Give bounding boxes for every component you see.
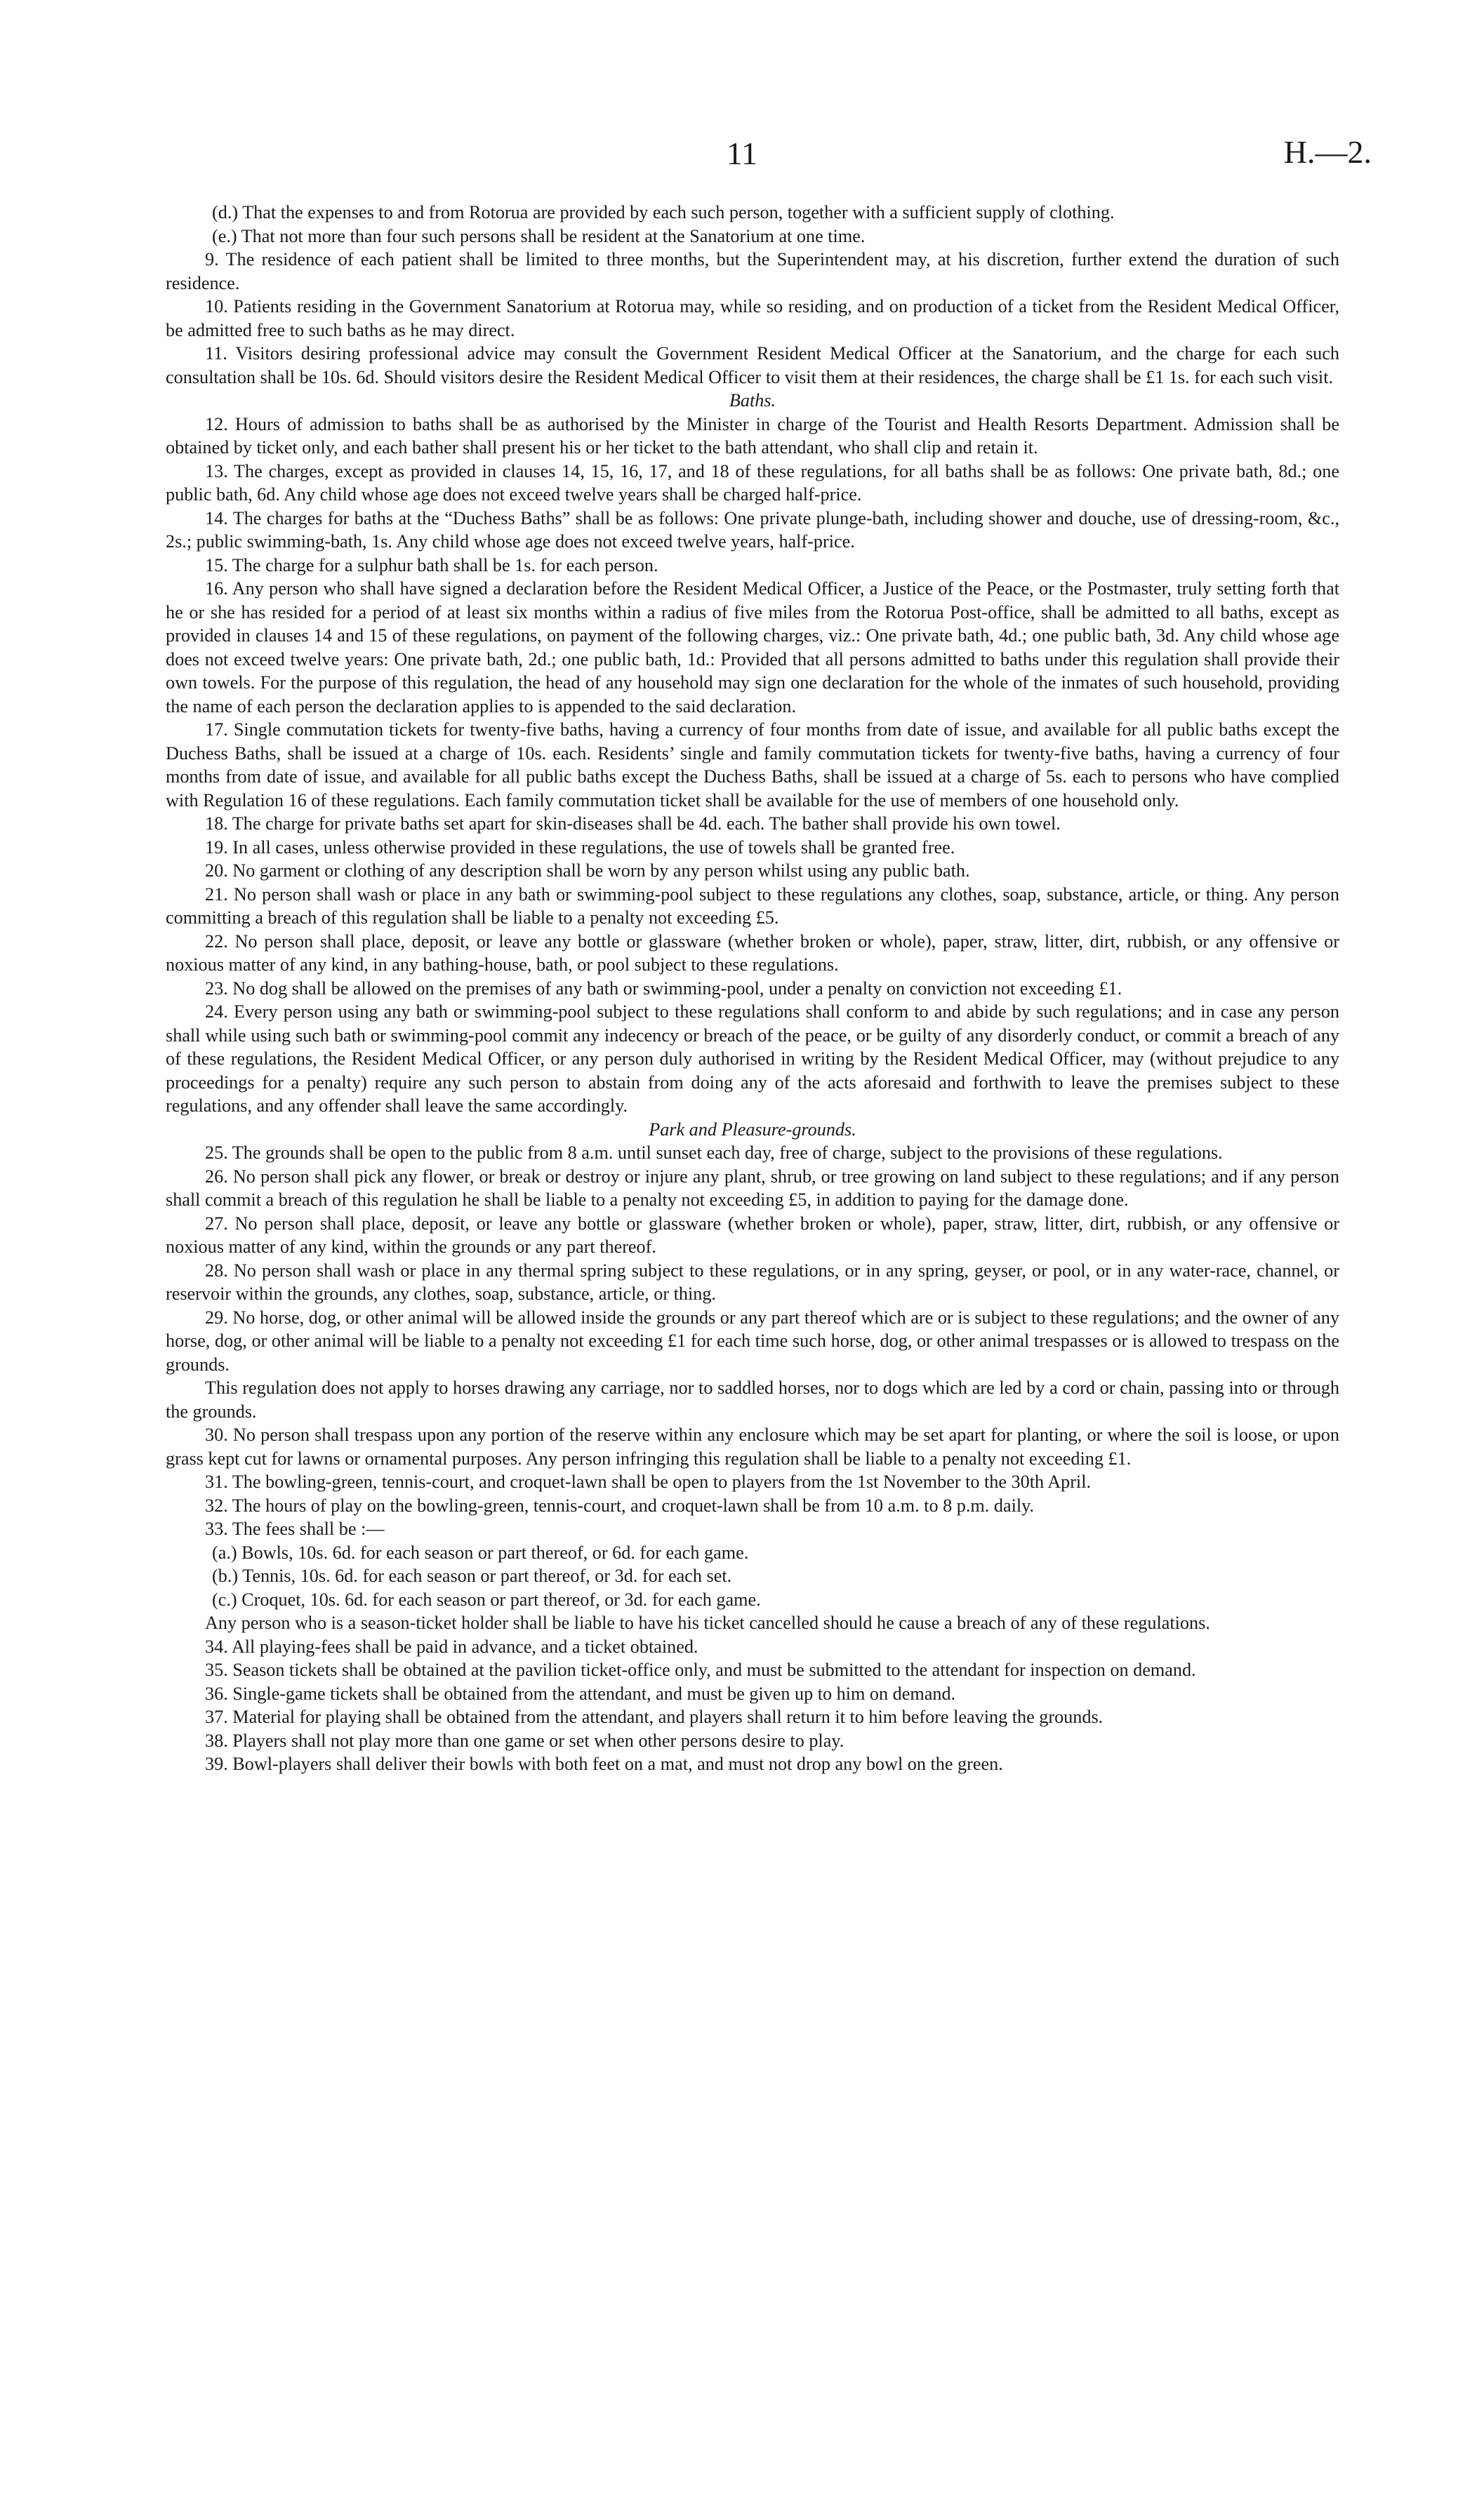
regulation-10: 10. Patients residing in the Government Sanatorium at Rotorua may, while so residing, and on production of a ticket from the Resident Medical Officer, be admitted free to such baths as he may direct. [166, 296, 1339, 340]
section-heading-park: Park and Pleasure-grounds. [649, 1119, 856, 1140]
regulation-25: 25. The grounds shall be open to the public from 8 a.m. until sunset each day, free of charge, subject to the provisions of these regulations. [205, 1142, 1223, 1163]
regulation-29-note: This regulation does not apply to horses drawing any carriage, nor to saddled horses, nor to dogs which are led by a cord or chain, passing into or through the grounds. [166, 1378, 1339, 1422]
regulation-19: 19. In all cases, unless otherwise provided in these regulations, the use of towels shall be granted free. [205, 836, 955, 858]
regulations-body [166, 201, 1339, 1776]
regulation-32: 32. The hours of play on the bowling-green, tennis-court, and croquet-lawn shall be from 10 a.m. to 8 p.m. daily. [205, 1495, 1035, 1516]
regulation-16: 16. Any person who shall have signed a declaration before the Resident Medical Officer, a Justice of the Peace, or the Postmaster, truly setting forth that he or she has resided for a period of at least six months within a radius of five miles from the Rotorua Post-office, shall be admitted to all baths, except as provided in clauses 14 and 15 of these regulations, on payment of the following charges, viz.: One private bath, 4d.; one public bath, 3d. Any child whose age does not exceed twelve years: One private bath, 2d.; one public bath, 1d.: Provided that all persons admitted to baths under this regulation shall provide their own towels. For the purpose of this regulation, the head of any household may sign one declaration for the whole of the inmates of such household, providing the name of each person the declaration applies to is appended to the said declaration. [166, 578, 1339, 716]
clause-e: (e.) That not more than four such persons shall be resident at the Sanatorium at one time. [212, 225, 866, 246]
fee-bowls: (a.) Bowls, 10s. 6d. for each season or part thereof, or 6d. for each game. [212, 1542, 749, 1563]
regulation-24: 24. Every person using any bath or swimming-pool subject to these regulations shall conform to and abide by such regulations; and in case any person shall while using such bath or swimming-pool commit any indecency or breach of the peace, or be guilty of any disorderly conduct, or commit a breach of any of these regulations, the Resident Medical Officer, or any person duly authorised in writing by the Resident Medical Officer, may (without prejudice to any proceedings for a penalty) require any such person to abstain from doing any of the acts aforesaid and forthwith to leave the premises subject to these regulations, and any offender shall leave the same accordingly. [166, 1001, 1339, 1116]
regulation-37: 37. Material for playing shall be obtained from the attendant, and players shall return it to him before leaving the grounds. [205, 1707, 1104, 1727]
document-reference: H.—2. [1283, 134, 1372, 170]
regulation-39: 39. Bowl-players shall deliver their bowls with both feet on a mat, and must not drop any bowl on the green. [205, 1754, 1003, 1774]
regulation-13: 13. The charges, except as provided in clauses 14, 15, 16, 17, and 18 of these regulations, for all baths shall be as follows: One private bath, 8d.; one public bath, 6d. Any child whose age does not exceed twelve years shall be charged half-price. [166, 460, 1339, 505]
regulation-21: 21. No person shall wash or place in any bath or swimming-pool subject to these regulations any clothes, soap, substance, article, or thing. Any person committing a breach of this regulation shall be liable to a penalty not exceeding £5. [166, 884, 1339, 928]
section-heading-baths: Baths. [729, 390, 776, 411]
regulation-18: 18. The charge for private baths set apart for skin-diseases shall be 4d. each. The bather shall provide his own towel. [205, 813, 1061, 834]
regulation-17: 17. Single commutation tickets for twenty-five baths, having a currency of four months from date of issue, and available for all public baths except the Duchess Baths, shall be issued at a charge of 10s. each. Residents’ single and family commutation tickets for twenty-five baths, having a currency of four months from date of issue, and available for all public baths except the Duchess Baths, shall be issued at a charge of 5s. each to persons who have complied with Regulation 16 of these regulations. Each family commutation ticket shall be available for the use of members of one household only. [166, 719, 1339, 811]
regulation-26: 26. No person shall pick any flower, or break or destroy or injure any plant, shrub, or tree growing on land subject to these regulations; and if any person shall commit a breach of this regulation he shall be liable to a penalty not exceeding £5, in addition to paying for the damage done. [166, 1166, 1339, 1210]
page-number: 11 [726, 135, 758, 171]
regulation-12: 12. Hours of admission to baths shall be as authorised by the Minister in charge of the Tourist and Health Resorts Department. Admission shall be obtained by ticket only, and each bather shall present his or her ticket to the bath attendant, who shall clip and retain it. [166, 413, 1339, 458]
regulation-23: 23. No dog shall be allowed on the premises of any bath or swimming-pool, under a penalty on conviction not exceeding £1. [205, 978, 1122, 999]
regulation-11: 11. Visitors desiring professional advice may consult the Government Resident Medical Officer at the Sanatorium, and the charge for each such consultation shall be 10s. 6d. Should visitors desire the Resident Medical Officer to visit them at their residences, the charge shall be £1 1s. for each such visit. [166, 343, 1339, 387]
clause-d: (d.) That the expenses to and from Rotorua are provided by each such person, together with a sufficient supply of clothing. [212, 202, 1115, 222]
regulation-14: 14. The charges for baths at the “Duchess Baths” shall be as follows: One private plunge-bath, including shower and douche, use of dressing-room, &c., 2s.; public swimming-bath, 1s. Any child whose age does not exceed twelve years, half-price. [166, 507, 1339, 552]
regulation-27: 27. No person shall place, deposit, or leave any bottle or glassware (whether broken or whole), paper, straw, litter, dirt, rubbish, or any offensive or noxious matter of any kind, within the grounds or any part thereof. [166, 1213, 1339, 1257]
regulation-15: 15. The charge for a sulphur bath shall be 1s. for each person. [205, 554, 658, 575]
regulation-22: 22. No person shall place, deposit, or leave any bottle or glassware (whether broken or whole), paper, straw, litter, dirt, rubbish, or any offensive or noxious matter of any kind, in any bathing-house, bath, or pool subject to these regulations. [166, 931, 1339, 975]
regulation-29: 29. No horse, dog, or other animal will be allowed inside the grounds or any part thereof which are or is subject to these regulations; and the owner of any horse, dog, or other animal will be liable to a penalty not exceeding £1 for each time such horse, dog, or other animal trespasses or is allowed to trespass on the grounds. [166, 1307, 1339, 1375]
regulation-36: 36. Single-game tickets shall be obtained from the attendant, and must be given up to him on demand. [205, 1683, 956, 1704]
regulation-28: 28. No person shall wash or place in any thermal spring subject to these regulations, or in any spring, geyser, or pool, or in any water-race, channel, or reservoir within the grounds, any clothes, soap, substance, article, or thing. [166, 1260, 1339, 1304]
regulation-30: 30. No person shall trespass upon any portion of the reserve within any enclosure which may be set apart for planting, or where the soil is loose, or upon grass kept cut for lawns or ornamental purposes. Any person infringing this regulation shall be liable to a penalty not exceeding £1. [166, 1425, 1339, 1469]
regulation-35: 35. Season tickets shall be obtained at the pavilion ticket-office only, and must be submitted to the attendant for inspection on demand. [205, 1660, 1196, 1680]
season-ticket-note: Any person who is a season-ticket holder shall be liable to have his ticket cancelled should he cause a breach of any of these regulations. [205, 1613, 1210, 1633]
regulation-33: 33. The fees shall be :— [205, 1519, 385, 1539]
regulation-20: 20. No garment or clothing of any description shall be worn by any person whilst using any public bath. [205, 860, 970, 881]
fee-tennis: (b.) Tennis, 10s. 6d. for each season or part thereof, or 3d. for each set. [212, 1566, 732, 1586]
regulation-31: 31. The bowling-green, tennis-court, and croquet-lawn shall be open to players from the 1st November to the 30th April. [205, 1472, 1092, 1492]
fee-croquet: (c.) Croquet, 10s. 6d. for each season or part thereof, or 3d. for each game. [212, 1589, 761, 1610]
regulation-9: 9. The residence of each patient shall be limited to three months, but the Superintendent may, at his discretion, further extend the duration of such residence. [166, 249, 1339, 293]
regulation-38: 38. Players shall not play more than one game or set when other persons desire to play. [205, 1730, 844, 1751]
regulation-34: 34. All playing-fees shall be paid in advance, and a ticket obtained. [205, 1636, 698, 1657]
